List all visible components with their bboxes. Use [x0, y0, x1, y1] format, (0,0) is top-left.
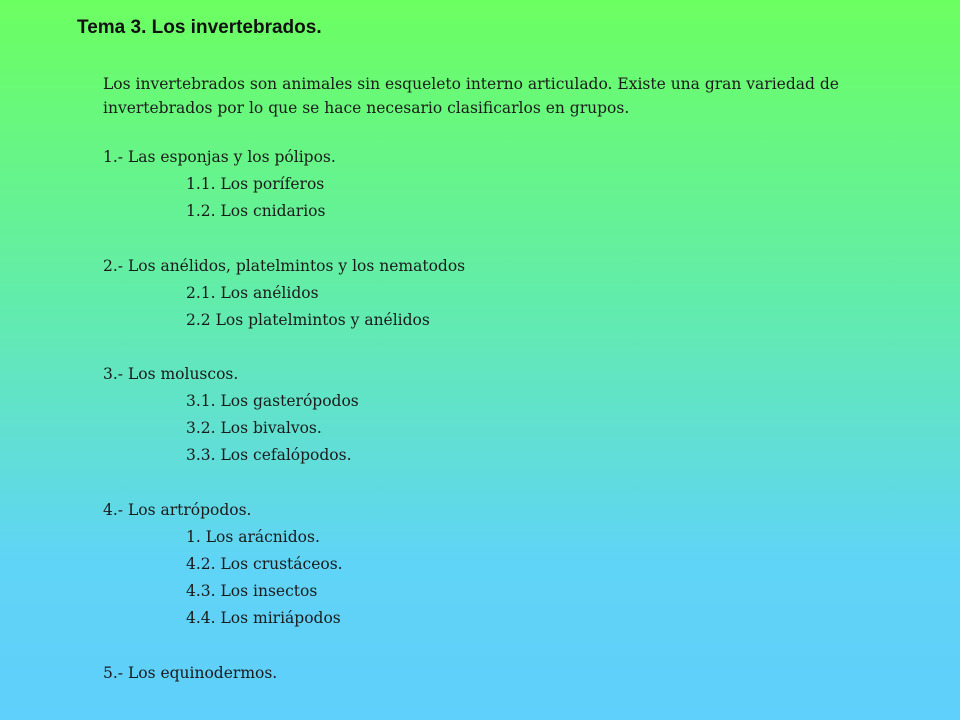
subtopic-item: 4.2. Los crustáceos. — [186, 555, 343, 573]
group-heading: 4.- Los artrópodos. — [103, 501, 252, 519]
group-heading: 3.- Los moluscos. — [103, 365, 239, 383]
subtopic-item: 1.1. Los poríferos — [186, 175, 325, 193]
group-heading: 1.- Las esponjas y los pólipos. — [103, 148, 336, 166]
group-heading: 5.- Los equinodermos. — [103, 664, 278, 682]
subtopic-item: 4.4. Los miriápodos — [186, 609, 341, 627]
subtopic-item: 3.1. Los gasterópodos — [186, 392, 359, 410]
subtopic-item: 1. Los arácnidos. — [186, 528, 320, 546]
subtopic-item: 3.3. Los cefalópodos. — [186, 446, 352, 464]
subtopic-item: 2.1. Los anélidos — [186, 284, 319, 302]
subtopic-item: 1.2. Los cnidarios — [186, 202, 326, 220]
intro-paragraph: Los invertebrados son animales sin esqueleto interno articulado. Existe una gran variedad de invertebrados por lo que se hace necesario clasificarlos en grupos. — [103, 75, 839, 117]
subtopic-item: 3.2. Los bivalvos. — [186, 419, 322, 437]
subtopic-item: 4.3. Los insectos — [186, 582, 318, 600]
group-heading: 2.- Los anélidos, platelmintos y los nematodos — [103, 257, 466, 275]
subtopic-item: 2.2 Los platelmintos y anélidos — [186, 311, 430, 329]
slide-title: Tema 3. Los invertebrados. — [77, 17, 322, 38]
